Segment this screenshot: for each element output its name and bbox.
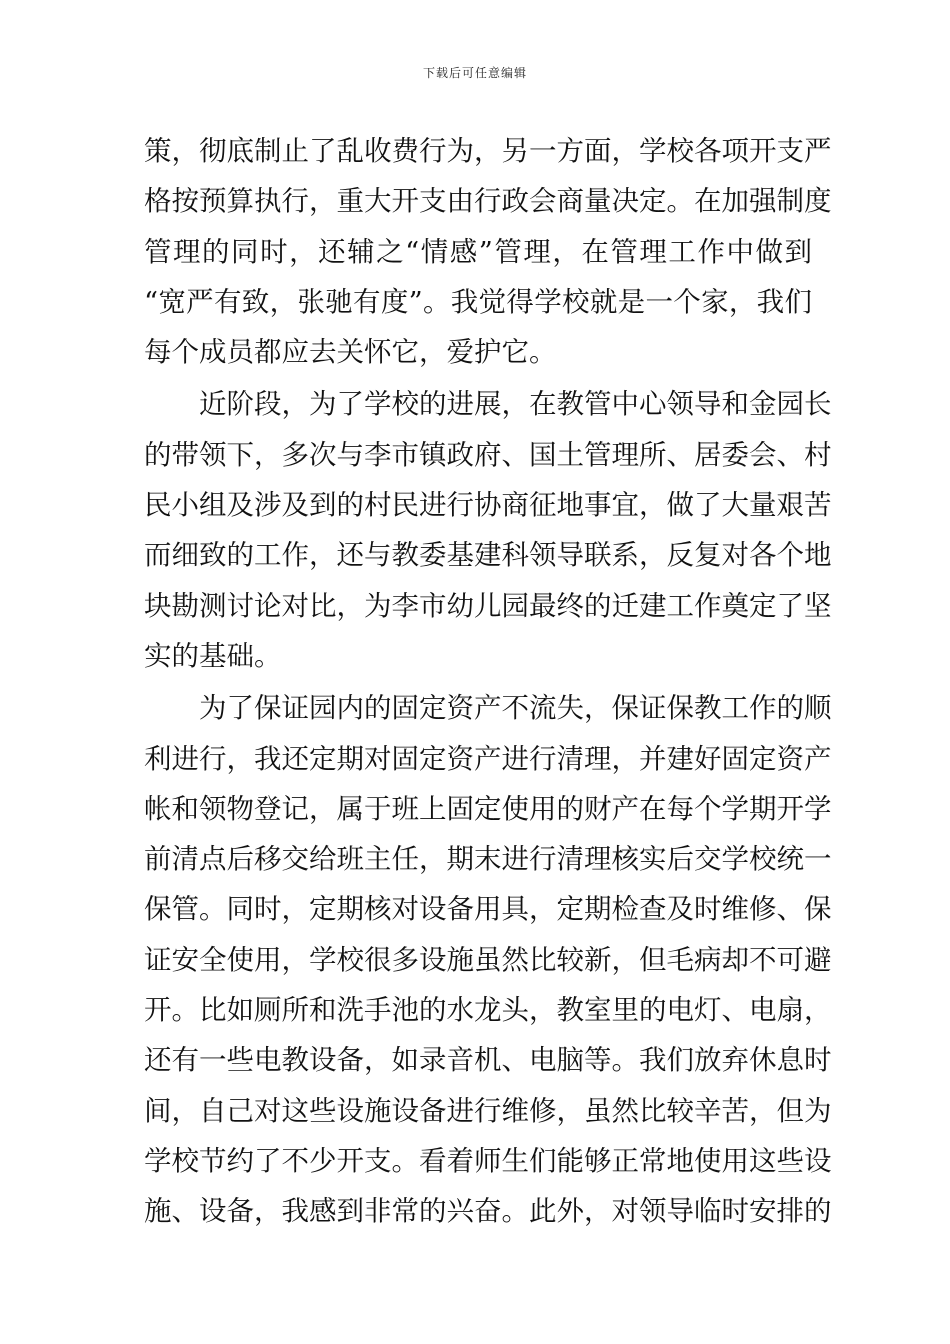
text-line: “宽严有致，张驰有度”。我觉得学校就是一个家，我们 xyxy=(144,285,812,318)
text-line: 块勘测讨论对比，为李市幼儿园最终的迁建工作奠定了坚 xyxy=(144,589,832,622)
text-line: 间，自己对这些设施设备进行维修，虽然比较辛苦，但为 xyxy=(144,1094,832,1127)
document-body xyxy=(144,126,832,1237)
text-line: 为了保证园内的固定资产不流失，保证保教工作的顺 xyxy=(144,692,832,725)
text-line: 每个成员都应去关怀它，爱护它。 xyxy=(144,336,557,369)
text-line: 开。比如厕所和洗手池的水龙头，教室里的电灯、电扇， xyxy=(144,994,832,1027)
page-header: 下载后可任意编辑 xyxy=(422,66,527,80)
text-line: 民小组及涉及到的村民进行协商征地事宜，做了大量艰苦 xyxy=(144,489,832,522)
text-line: 保管。同时，定期核对设备用具，定期检查及时维修、保 xyxy=(144,893,832,926)
text-line: 证安全使用，学校很多设施虽然比较新，但毛病却不可避 xyxy=(144,943,832,976)
text-line: 前清点后移交给班主任，期末进行清理核实后交学校统一 xyxy=(144,843,832,876)
text-line: 管理的同时，还辅之“情感”管理，在管理工作中做到 xyxy=(144,235,812,268)
text-line: 而细致的工作，还与教委基建科领导联系，反复对各个地 xyxy=(144,539,832,572)
text-line: 的带领下，多次与李市镇政府、国土管理所、居委会、村 xyxy=(144,438,832,471)
text-line: 帐和领物登记，属于班上固定使用的财产在每个学期开学 xyxy=(144,792,832,825)
text-line: 施、设备，我感到非常的兴奋。此外，对领导临时安排的 xyxy=(144,1195,832,1228)
paragraph-3 xyxy=(144,683,832,1236)
text-line: 格按预算执行，重大开支由行政会商量决定。在加强制度 xyxy=(144,185,832,218)
text-line: 学校节约了不少开支。看着师生们能够正常地使用这些设 xyxy=(144,1144,832,1177)
text-line: 还有一些电教设备，如录音机、电脑等。我们放弃休息时 xyxy=(144,1044,832,1077)
text-line: 利进行，我还定期对固定资产进行清理，并建好固定资产 xyxy=(144,742,832,775)
paragraph-2 xyxy=(144,379,832,681)
text-line: 策，彻底制止了乱收费行为，另一方面，学校各项开支严 xyxy=(144,135,832,167)
text-line: 实的基础。 xyxy=(144,639,282,672)
text-line: 近阶段，为了学校的进展，在教管中心领导和金园长 xyxy=(144,388,832,421)
paragraph-1 xyxy=(144,126,832,377)
